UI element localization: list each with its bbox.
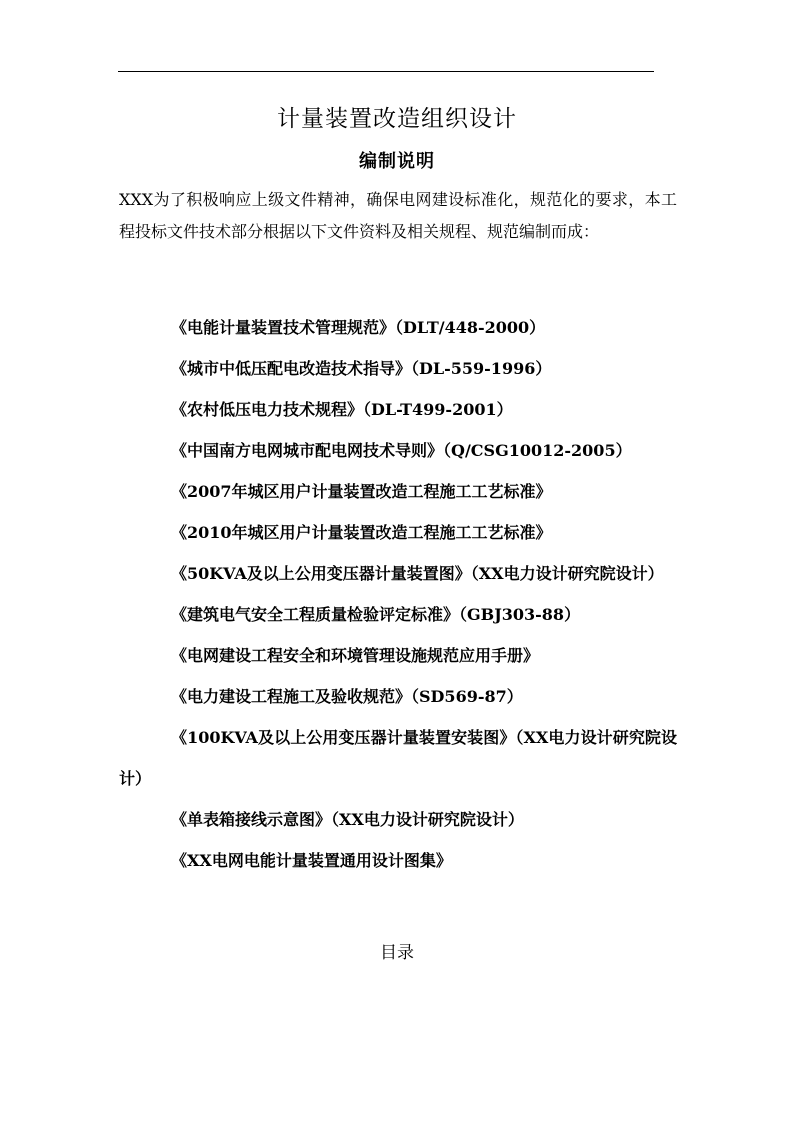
reference-item: 《50KVA及以上公用变压器计量装置图》（XX电力设计研究院设计）: [171, 564, 664, 583]
reference-item: 《农村低压电力技术规程》（DL-T499-2001）: [171, 400, 513, 419]
reference-item: 《电能计量装置技术管理规范》（DLT/448-2000）: [171, 318, 546, 337]
reference-list: [119, 307, 677, 881]
reference-item: 《100KVA及以上公用变压器计量装置安装图》（XX电力设计研究院设计）: [119, 728, 677, 788]
intro-paragraph: XXX为了积极响应上级文件精神，确保电网建设标准化，规范化的要求，本工程投标文件技术部分根据以下文件资料及相关规程、规范编制而成：: [119, 190, 677, 241]
reference-item: 《电力建设工程施工及验收规范》（SD569-87）: [171, 687, 523, 706]
reference-item: 《电网建设工程安全和环境管理设施规范应用手册》: [171, 646, 540, 665]
reference-item: 《XX电网电能计量装置通用设计图集》: [171, 851, 452, 870]
header-rule: [118, 71, 654, 72]
reference-item: 《建筑电气安全工程质量检验评定标准》（GBJ303-88）: [171, 605, 581, 624]
document-title: 计量装置改造组织设计: [277, 106, 517, 132]
reference-item: 《中国南方电网城市配电网技术导则》（Q/CSG10012-2005）: [171, 441, 632, 460]
reference-item: 《单表箱接线示意图》（XX电力设计研究院设计）: [171, 810, 524, 829]
toc-heading: 目录: [380, 943, 414, 963]
reference-item: 《2007年城区用户计量装置改造工程施工工艺标准》: [171, 482, 552, 501]
reference-item: 《城市中低压配电改造技术指导》（DL-559-1996）: [171, 359, 552, 378]
reference-item: 《2010年城区用户计量装置改造工程施工工艺标准》: [171, 523, 552, 542]
section-heading: 编制说明: [359, 151, 435, 172]
